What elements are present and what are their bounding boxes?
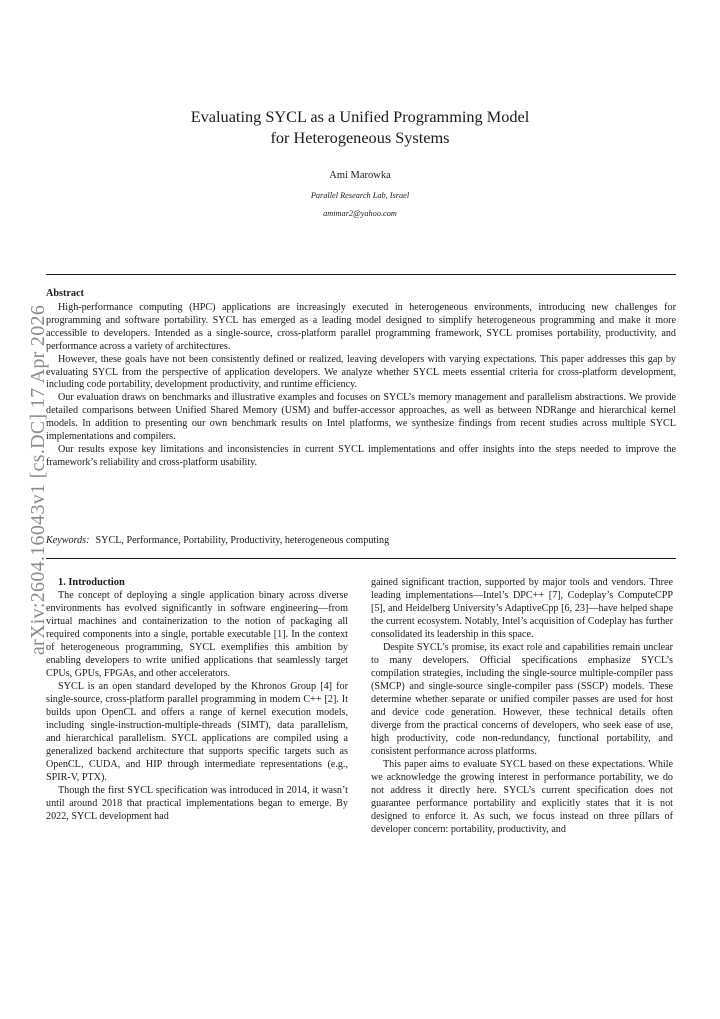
intro-paragraph-3: Though the first SYCL specification was introduced in 2014, it wasn’t until around 2018 that practical implementations began to emerge. By 2022, SYCL development had [46,785,348,822]
author-affiliation: Parallel Research Lab, Israel [310,191,410,200]
intro-paragraph-1: The concept of deploying a single application binary across diverse environments has evolved significantly in software engineering—from virtual machines and containerization to the notion of packaging all required components into a single, portable executable [1]. In the context of heterogeneous programming, SYCL exemplifies this ambition by enabling developers to write unified applications that seamlessly target CPUs, GPUs, FPGAs, and other accelerators. [46,590,348,679]
left-column [46,576,348,823]
abstract-paragraph-3: Our evaluation draws on benchmarks and illustrative examples and focuses on SYCL’s memory management and parallelism abstractions. We provide detailed comparisons between Unified Shared Memory (USM) and buffer-accessor approaches, as well as between NDRange and hierarchical kernel models. In addition to presenting our own benchmark results on Intel platforms, we synthesize findings from recent studies across multiple SYCL implementations and compilers. [46,392,676,443]
intro-paragraph-4: Despite SYCL’s promise, its exact role and capabilities remain unclear to many developers. Official specifications emphasize SYCL’s compilation strategies, including the single-source multiple-compiler pass (SMCP) and single-source single-compiler pass (SSCP) models. These determine whether separate or unified compiler passes are used for host and device code generation. However, these technical details often diverge from the practical concerns of developers, who seek ease of use, high productivity, code non-redundancy, functional portability, and consistent performance across platforms. [371,642,673,757]
abstract-paragraph-1: High-performance computing (HPC) applications are increasingly executed in heterogeneous environments, introducing new challenges for programming and software portability. SYCL has emerged as a leading model designed to simplify heterogeneous programming and make it more accessible to developers. Intended as a single-source, cross-platform parallel programming framework, SYCL promises portability, productivity, and performance across a variety of architectures. [46,302,676,352]
intro-paragraph-3-continued: gained significant traction, supported by major tools and vendors. Three leading implementations—Intel’s DPC++ [7], Codeplay’s ComputeCPP [5], and Heidelberg University’s AdaptiveCpp [6, 23]—have helped shape the current ecosystem. Notably, Intel’s acquisition of Codeplay has further consolidated its leadership in this space. [371,577,673,640]
section-heading-introduction: 1. Introduction [58,577,125,588]
right-column [371,576,673,836]
title-line-1: Evaluating SYCL as a Unified Programming Model [190,107,530,126]
arxiv-stamp: arXiv:2604.16043v1 [cs.DC] 17 Apr 2026 [27,304,49,656]
author-email: amimar2@yahoo.com [323,209,397,218]
paper-title [0,106,720,148]
abstract-body [46,302,676,470]
intro-paragraph-2: SYCL is an open standard developed by the Khronos Group [4] for single-source, cross-platform parallel programming in modern C++ [2]. It builds upon OpenCL and offers a range of kernel execution models, including single-instruction-multiple-threads (SIMT), data parallelism, and hierarchical parallelism. SYCL applications are compiled using a generalized backend architecture that supports specific targets such as OpenCL, CUDA, and HIP through intermediate representations (e.g., SPIR-V, PTX). [46,681,348,783]
intro-paragraph-5: This paper aims to evaluate SYCL based on these expectations. While we acknowledge the growing interest in performance portability, we do not address it directly here. SYCL’s current specification does not guarantee performance portability and explicitly states that it is not designed to enforce it. As such, we focus instead on three pillars of developer concern: portability, productivity, and [371,759,673,835]
keywords-line [46,535,389,546]
keywords-label: Keywords: [46,535,90,546]
keywords-text: SYCL, Performance, Portability, Productivity, heterogeneous computing [95,535,390,546]
abstract-paragraph-4: Our results expose key limitations and inconsistencies in current SYCL implementations and offer insights into the steps needed to improve the framework’s reliability and cross-platform usability. [46,443,676,468]
author-name: Ami Marowka [329,170,391,181]
top-rule [46,274,676,275]
abstract-heading: Abstract [46,288,84,299]
title-line-2: for Heterogeneous Systems [270,128,450,147]
bottom-rule [46,558,676,559]
abstract-paragraph-2: However, these goals have not been consistently defined or realized, leaving developers with varying expectations. This paper addresses this gap by evaluating SYCL from the perspective of application developers. We analyze whether SYCL meets essential criteria for cross-platform development, including code portability, development productivity, and runtime efficiency. [46,353,676,391]
